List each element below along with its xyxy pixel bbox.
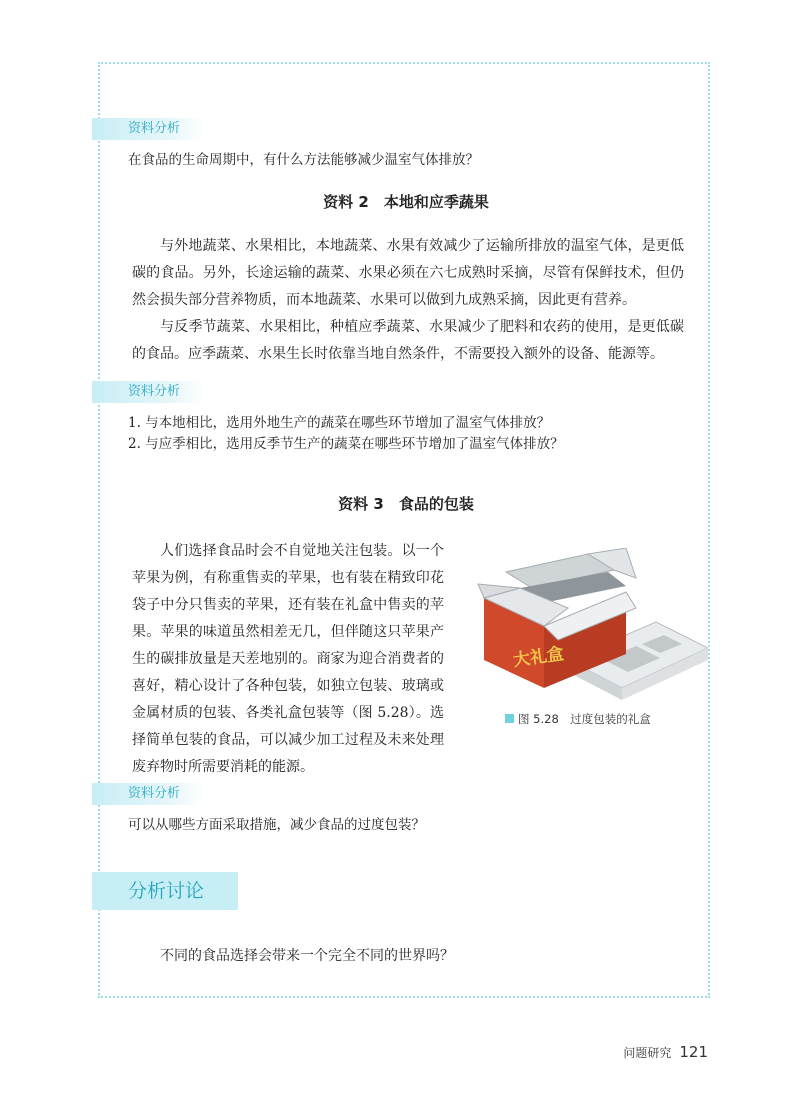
- page-number: 121: [679, 1043, 708, 1061]
- box-label: 大礼盒: [511, 644, 566, 671]
- analysis-question: 1. 与本地相比，选用外地生产的蔬菜在哪些环节增加了温室气体排放？: [128, 415, 551, 431]
- discussion-question: 不同的食品选择会带来一个完全不同的世界吗？: [160, 948, 454, 964]
- discussion-title: 分析讨论: [92, 872, 238, 910]
- analysis-tag: 资料分析: [92, 118, 204, 140]
- analysis-question: 2. 与应季相比，选用反季节生产的蔬菜在哪些环节增加了温室气体排放？: [128, 436, 564, 452]
- caption-marker: [505, 714, 514, 723]
- gift-box-figure: [476, 548, 708, 704]
- material-heading: 资料 3 食品的包装: [338, 495, 474, 513]
- gift-box-illustration: [476, 548, 708, 704]
- analysis-tag: 资料分析: [92, 783, 204, 805]
- figure-caption: [505, 711, 651, 727]
- footer-section: 问题研究: [623, 1046, 672, 1060]
- paragraph: 与反季节蔬菜、水果相比，种植应季蔬菜、水果减少了肥料和农药的使用，是更低碳的食品。应季蔬菜、水果生长时依靠当地自然条件，不需要投入额外的设备、能源等。: [132, 319, 684, 362]
- material-body: [132, 233, 684, 368]
- analysis-tag: 资料分析: [92, 381, 204, 403]
- material-body: [132, 538, 444, 781]
- material-heading: 资料 2 本地和应季蔬果: [323, 193, 489, 211]
- caption-text: 图 5.28 过度包装的礼盒: [518, 712, 651, 726]
- analysis-question: 可以从哪些方面采取措施，减少食品的过度包装？: [128, 817, 425, 833]
- page-footer: [623, 1042, 708, 1061]
- paragraph: 与外地蔬菜、水果相比，本地蔬菜、水果有效减少了运输所排放的温室气体，是更低碳的食品。另外，长途运输的蔬菜、水果必须在六七成熟时采摘，尽管有保鲜技术，但仍然会损失部分营养物质，而本地蔬菜、水果可以做到九成熟采摘，因此更有营养。: [132, 238, 684, 308]
- analysis-question: 在食品的生命周期中，有什么方法能够减少温室气体排放？: [128, 152, 479, 168]
- paragraph: 人们选择食品时会不自觉地关注包装。以一个苹果为例，有称重售卖的苹果，也有装在精致印花袋子中分只售卖的苹果，还有装在礼盒中售卖的苹果。苹果的味道虽然相差无几，但伴随这只苹果产生的碳排放量是天差地别的。商家为迎合消费者的喜好，精心设计了各种包装，如独立包装、玻璃或金属材质的包装、各类礼盒包装等（图 5.28）。选择简单包装的食品，可以减少加工过程及未来处理废弃物时所需要消耗的能源。: [132, 543, 444, 775]
